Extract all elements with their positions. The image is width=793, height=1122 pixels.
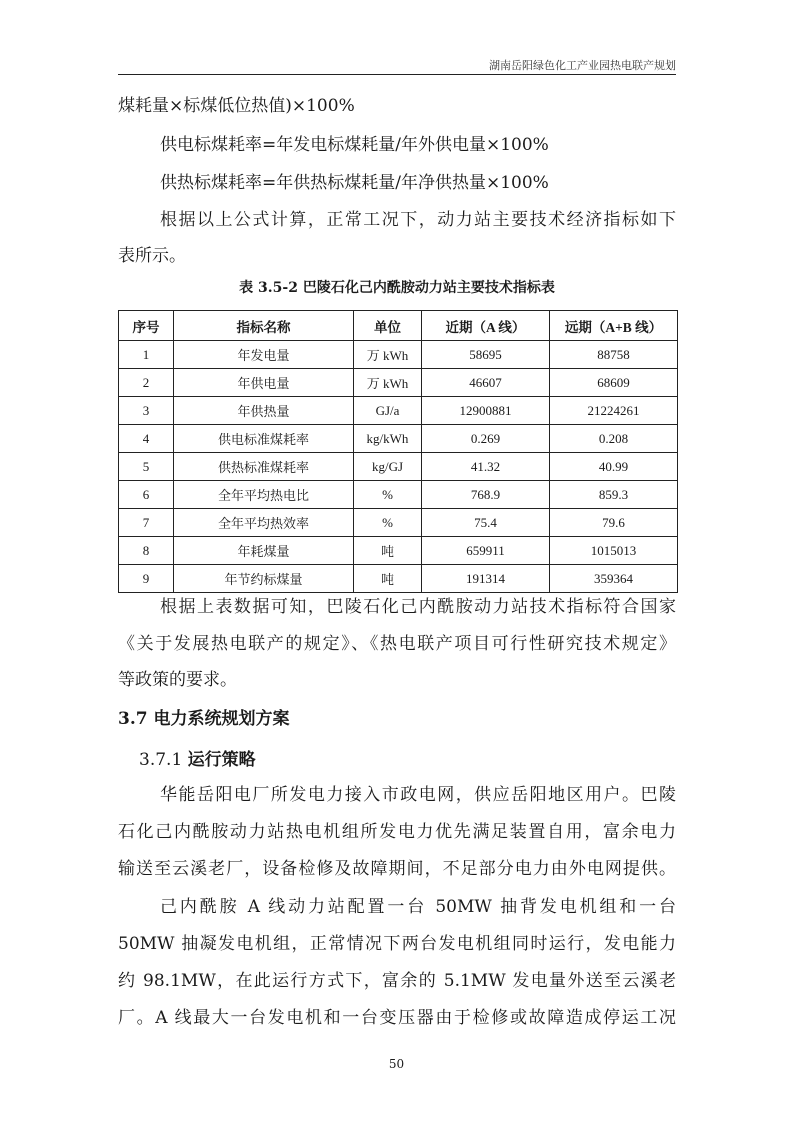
table-row	[119, 453, 678, 481]
cell-unit: kg/GJ	[354, 453, 422, 481]
cell-unit: 万 kWh	[354, 369, 422, 397]
cell-near-term: 75.4	[422, 509, 550, 537]
cell-long-term: 40.99	[550, 453, 678, 481]
cell-long-term: 0.208	[550, 425, 678, 453]
cell-indicator: 年耗煤量	[174, 537, 354, 565]
cell-long-term: 359364	[550, 565, 678, 593]
cell-long-term: 1015013	[550, 537, 678, 565]
table-row	[119, 369, 678, 397]
table-row	[119, 565, 678, 593]
subsection-heading-3-7-1	[139, 745, 256, 770]
cell-near-term: 46607	[422, 369, 550, 397]
cell-long-term: 79.6	[550, 509, 678, 537]
paragraph-line: 等政策的要求。	[118, 670, 237, 690]
cell-index: 5	[119, 453, 174, 481]
cell-near-term: 659911	[422, 537, 550, 565]
cell-index: 9	[119, 565, 174, 593]
cell-unit: GJ/a	[354, 397, 422, 425]
formula-heat-coal-rate: 供热标煤耗率=年供热标煤耗量/年净供热量×100%	[160, 173, 549, 193]
cell-indicator: 年发电量	[174, 341, 354, 369]
formula-power-coal-rate: 供电标煤耗率=年发电标煤耗量/年外供电量×100%	[160, 135, 549, 155]
cell-near-term: 58695	[422, 341, 550, 369]
running-header: 湖南岳阳绿色化工产业园热电联产规划	[489, 59, 676, 72]
cell-unit: kg/kWh	[354, 425, 422, 453]
table-row	[119, 509, 678, 537]
metrics-table	[118, 310, 678, 593]
cell-index: 4	[119, 425, 174, 453]
subsection-title: 运行策略	[187, 750, 256, 770]
cell-indicator: 全年平均热效率	[174, 509, 354, 537]
paragraph-line: 根据上表数据可知，巴陵石化己内酰胺动力站技术指标符合国家	[160, 597, 676, 617]
col-header-near-term: 近期（A 线）	[422, 311, 550, 341]
cell-index: 7	[119, 509, 174, 537]
cell-indicator: 全年平均热电比	[174, 481, 354, 509]
formula-continuation: 煤耗量×标煤低位热值)×100%	[118, 96, 355, 116]
cell-index: 8	[119, 537, 174, 565]
col-header-index: 序号	[119, 311, 174, 341]
cell-index: 6	[119, 481, 174, 509]
cell-index: 2	[119, 369, 174, 397]
paragraph-line: 《关于发展热电联产的规定》、《热电联产项目可行性研究技术规定》	[118, 634, 676, 654]
table-row	[119, 425, 678, 453]
section-title: 电力系统规划方案	[153, 709, 290, 729]
paragraph-line: 根据以上公式计算，正常工况下，动力站主要技术经济指标如下	[160, 210, 676, 230]
table-row	[119, 397, 678, 425]
col-header-unit: 单位	[354, 311, 422, 341]
table-caption: 表 3.5-2 巴陵石化己内酰胺动力站主要技术指标表	[239, 280, 555, 296]
cell-index: 3	[119, 397, 174, 425]
cell-indicator: 供热标准煤耗率	[174, 453, 354, 481]
col-header-indicator: 指标名称	[174, 311, 354, 341]
cell-indicator: 供电标准煤耗率	[174, 425, 354, 453]
paragraph-line: 厂。A 线最大一台发电机和一台变压器由于检修或故障造成停运工况	[118, 1008, 676, 1028]
cell-unit: 吨	[354, 537, 422, 565]
subsection-number: 3.7.1	[139, 750, 183, 770]
cell-unit: 万 kWh	[354, 341, 422, 369]
cell-unit: %	[354, 509, 422, 537]
paragraph-line: 己内酰胺 A 线动力站配置一台 50MW 抽背发电机组和一台	[160, 897, 676, 917]
table-row	[119, 481, 678, 509]
paragraph-line: 50MW 抽凝发电机组，正常情况下两台发电机组同时运行，发电能力	[118, 934, 676, 954]
table-row	[119, 341, 678, 369]
cell-indicator: 年节约标煤量	[174, 565, 354, 593]
paragraph-line: 石化己内酰胺动力站热电机组所发电力优先满足装置自用，富余电力	[118, 822, 676, 842]
paragraph-line: 华能岳阳电厂所发电力接入市政电网，供应岳阳地区用户。巴陵	[160, 785, 676, 805]
header-rule	[118, 74, 676, 75]
cell-long-term: 859.3	[550, 481, 678, 509]
cell-long-term: 21224261	[550, 397, 678, 425]
cell-near-term: 41.32	[422, 453, 550, 481]
cell-long-term: 68609	[550, 369, 678, 397]
cell-near-term: 0.269	[422, 425, 550, 453]
cell-near-term: 12900881	[422, 397, 550, 425]
col-header-long-term: 远期（A+B 线）	[550, 311, 678, 341]
page-number: 50	[388, 1057, 405, 1071]
table-row	[119, 537, 678, 565]
cell-unit: 吨	[354, 565, 422, 593]
paragraph-line: 约 98.1MW，在此运行方式下，富余的 5.1MW 发电量外送至云溪老	[118, 971, 676, 991]
cell-index: 1	[119, 341, 174, 369]
cell-near-term: 191314	[422, 565, 550, 593]
section-heading-3-7	[118, 704, 290, 729]
table-header-row	[119, 311, 678, 341]
cell-near-term: 768.9	[422, 481, 550, 509]
paragraph-line: 输送至云溪老厂，设备检修及故障期间，不足部分电力由外电网提供。	[118, 859, 676, 879]
paragraph-line: 表所示。	[118, 246, 186, 266]
cell-long-term: 88758	[550, 341, 678, 369]
cell-indicator: 年供热量	[174, 397, 354, 425]
cell-indicator: 年供电量	[174, 369, 354, 397]
section-number: 3.7	[118, 709, 148, 729]
cell-unit: %	[354, 481, 422, 509]
